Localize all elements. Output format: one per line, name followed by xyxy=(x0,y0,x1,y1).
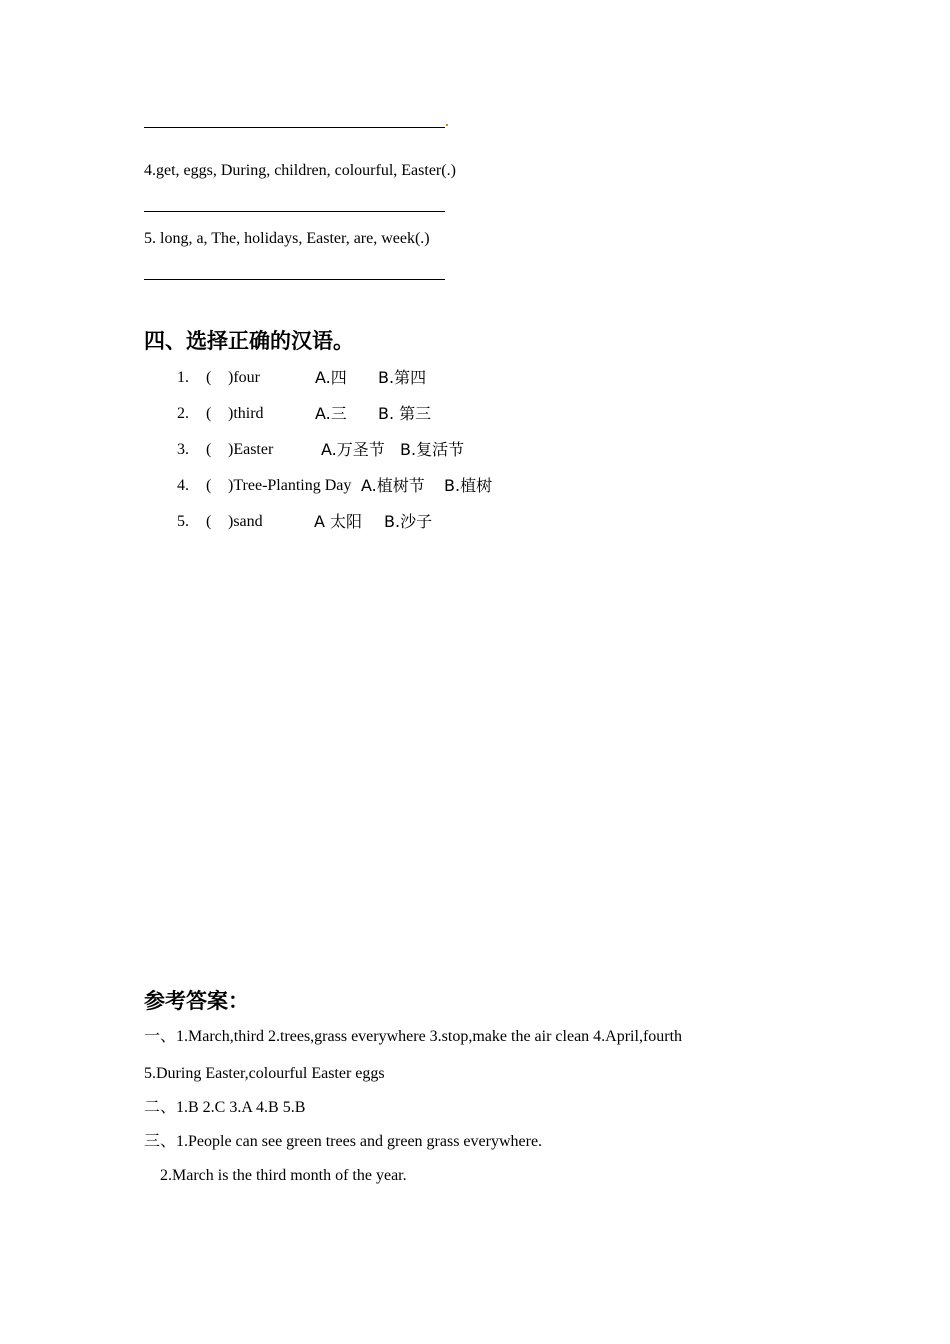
sentence-item-5: 5. long, a, The, holidays, Easter, are, week(.) xyxy=(144,230,430,247)
answer-line: 2.March is the third month of the year. xyxy=(160,1167,407,1184)
option-a: A 太阳 xyxy=(314,512,363,531)
option-b: B.沙子 xyxy=(384,512,433,531)
answer-line: 一、1.March,third 2.trees,grass everywhere 3.stop,make the air clean 4.April,fourth xyxy=(144,1028,683,1045)
answer-paren: ( xyxy=(206,369,212,386)
question-word: )four xyxy=(228,369,260,386)
option-b: B.植树 xyxy=(444,476,493,495)
answer-line: 二、1.B 2.C 3.A 4.B 5.B xyxy=(144,1099,306,1116)
answer-line-1 xyxy=(144,127,445,128)
question-number: 1. xyxy=(177,369,189,386)
answer-paren: ( xyxy=(206,405,212,422)
option-a: A.四 xyxy=(315,368,347,387)
option-a: A.植树节 xyxy=(361,476,425,495)
question-word: )Tree-Planting Day xyxy=(228,477,352,494)
question-number: 4. xyxy=(177,477,189,494)
answer-line: 5.During Easter,colourful Easter eggs xyxy=(144,1065,385,1082)
option-a: A.三 xyxy=(315,404,347,423)
question-word: )sand xyxy=(228,513,263,530)
question-number: 5. xyxy=(177,513,189,530)
option-b: B. 第三 xyxy=(378,404,432,423)
answer-line-3 xyxy=(144,279,445,280)
answer-paren: ( xyxy=(206,513,212,530)
option-b: B.复活节 xyxy=(400,440,465,459)
section-4-title: 四、选择正确的汉语。 xyxy=(144,329,354,353)
orange-dot-mark xyxy=(446,124,448,126)
answer-line-2 xyxy=(144,211,445,212)
question-number: 3. xyxy=(177,441,189,458)
answer-paren: ( xyxy=(206,477,212,494)
answer-paren: ( xyxy=(206,441,212,458)
option-b: B.第四 xyxy=(378,368,427,387)
question-word: )third xyxy=(228,405,264,422)
question-number: 2. xyxy=(177,405,189,422)
sentence-item-4: 4.get, eggs, During, children, colourful, Easter(.) xyxy=(144,162,456,179)
option-a: A.万圣节 xyxy=(321,440,385,459)
answer-line: 三、1.People can see green trees and green grass everywhere. xyxy=(144,1133,543,1150)
answer-key-title: 参考答案： xyxy=(144,989,249,1013)
question-word: )Easter xyxy=(228,441,274,458)
